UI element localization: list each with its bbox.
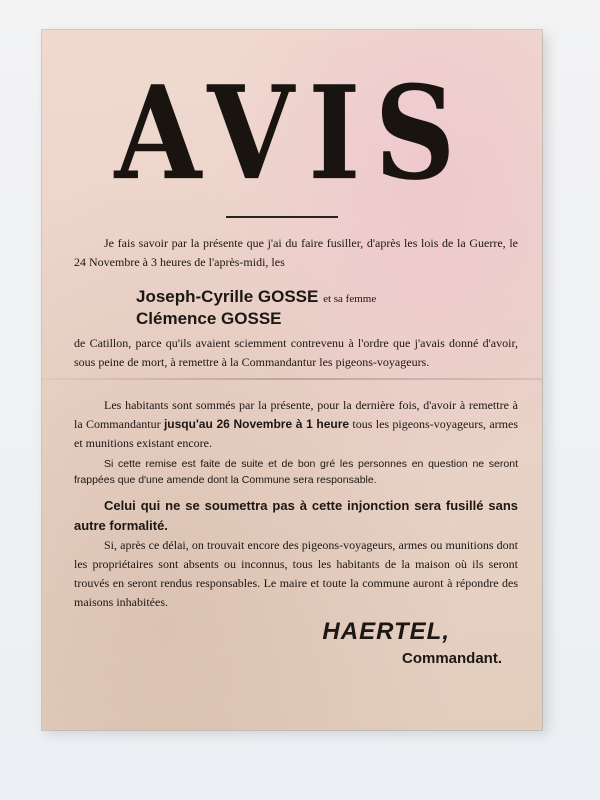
paper-fold-line: [42, 378, 542, 380]
name-clemence: Clémence GOSSE: [136, 309, 282, 328]
paragraph-responsibility: Si, après ce délai, on trouvait encore des pigeons-voyageurs, armes ou munitions dont les propriétaires sont absents ou inconnus, tous les habitants de la maison où ils seront trouvés en seront rendus responsables. Le maire et toute la commune auront à répondre des maisons inhabitées.: [74, 538, 518, 609]
paragraph-announcement: Je fais savoir par la présente que j'ai du faire fusiller, d'après les lois de la Guerre, le 24 Novembre à 3 heures de l'après-midi, les: [74, 236, 518, 269]
name-joseph-cyrille: Joseph-Cyrille GOSSE: [136, 287, 319, 306]
signature-rank: Commandant.: [401, 650, 502, 667]
paragraph-fine: Si cette remise est faite de suite et de bon gré les personnes en question ne seront frappées que d'une amende dont la Commune sera responsable.: [74, 458, 518, 486]
order-deadline: jusqu'au 26 Novembre à 1 heure: [163, 417, 350, 431]
poster-title: AVIS: [114, 58, 470, 210]
title-underline: [226, 216, 338, 218]
paragraph-order: [74, 396, 518, 453]
signature-name: HAERTEL,: [322, 618, 450, 645]
paragraph-warning: Celui qui ne se soumettra pas à cette injonction sera fusillé sans autre formalité.: [74, 498, 518, 533]
name-joiner: et sa femme: [323, 293, 377, 305]
name-line-1: [136, 286, 376, 310]
paragraph-reason: de Catillon, parce qu'ils avaient sciemment contrevenu à l'ordre que j'avais donné d'avoir, sous peine de mort, à remettre à la Commandantur les pigeons-voyageurs.: [74, 336, 518, 369]
order-text-start: Les habitants sont sommés par la présente, pour la dernière fois, d'avoir à remettre à la Commandantur: [74, 398, 518, 431]
order-text-end: tous les pigeons-voyageurs, armes et munitions existant encore.: [74, 417, 518, 450]
notice-poster: [42, 30, 542, 730]
